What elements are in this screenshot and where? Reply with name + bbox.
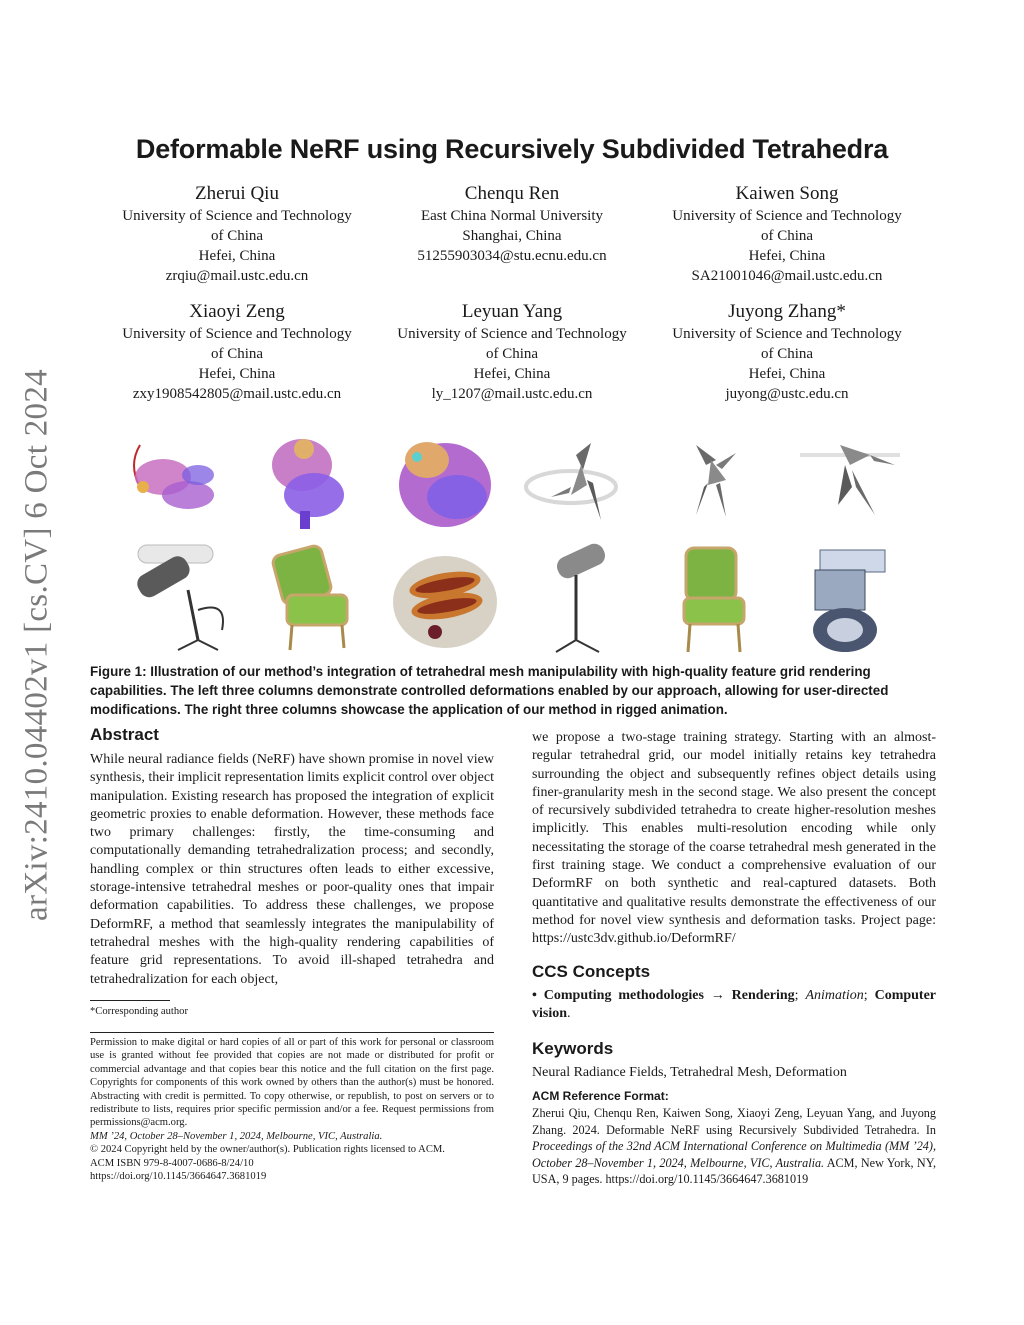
figure-caption: Figure 1: Illustration of our method’s integration of tetrahedral mesh manipulability with high-quality feature grid rendering capabilities. The left three columns demonstrate controlled deformations enabled by our approach, allowing for user-directed modifications. The right three columns showcase the application of our method in rigged animation.: [90, 664, 889, 717]
figure-hotdog-image: [387, 540, 505, 660]
author-affiliation: of China: [760, 346, 814, 362]
arxiv-sidebar-stamp: [14, 360, 60, 930]
author-block-1: [102, 182, 372, 286]
author-block-5: [377, 300, 647, 404]
figure-deformed-chair-image: [252, 425, 370, 545]
author-name: Juyong Zhang*: [728, 301, 846, 322]
permission-block: [90, 1036, 494, 1183]
figure-deformed-hotdog-image: [387, 425, 505, 545]
figure-row-deformation-bottom: [118, 540, 908, 660]
figure-row-deformation-top: [118, 425, 908, 545]
acm-reference-part1: Zherui Qiu, Chenqu Ren, Kaiwen Song, Xiaoyi Zeng, Leyuan Yang, and Juyong Zhang. 2024. Deformable NeRF using Recursively Subdivided Tetrahedra. In: [532, 1106, 936, 1137]
author-affiliation: University of Science and Technology: [122, 208, 352, 224]
footnote-rule: [90, 1000, 170, 1001]
abstract-text-col1: While neural radiance fields (NeRF) have shown promise in novel view synthesis, their implicit representation limits explicit control over object manipulation. Existing research has proposed the integration of explicit geometric proxies to enable deformation. However, these methods face two primary challenges: firstly, the time-consuming and computationally demanding tetrahedralization process; and secondly, handling complex or thin structures often leads to either excessive, storage-intensive tetrahedral meshes or poor-quality ones that impair deformation capabilities. To address these challenges, we propose DeformRF, a method that seamlessly integrates the manipulability of tetrahedral meshes with the high-quality rendering capabilities of feature grid representations. To avoid ill-shaped tetrahedra and tetrahedralization for each object,: [90, 752, 494, 987]
figure-microphone-image: [118, 540, 236, 660]
paper-title: Deformable NeRF using Recursively Subdivided Tetrahedra: [135, 134, 889, 164]
footnote: *Corresponding author: [90, 1006, 188, 1017]
ccs-concepts: [532, 987, 936, 1024]
author-email: juyong@ustc.edu.cn: [725, 386, 849, 402]
ccs-end: .: [567, 1006, 571, 1022]
acm-reference-proceedings: Proceedings of the 32nd ACM International Conference on Multimedia (MM ’24), October 28–November 1, 2024, Melbourne, VIC, Australia.: [532, 1139, 936, 1170]
author-affiliation: of China: [210, 346, 264, 362]
author-affiliation: of China: [760, 228, 814, 244]
ccs-item-rendering: • Computing methodologies → Rendering: [532, 988, 795, 1003]
author-name: Xiaoyi Zeng: [189, 301, 285, 322]
acm-reference-part2: ACM, New York, NY, USA, 9 pages. https://doi.org/10.1145/3664647.3681019: [532, 1155, 936, 1186]
author-affiliation: of China: [210, 228, 264, 244]
author-affiliation: University of Science and Technology: [122, 326, 352, 342]
figure-rigged-skeleton-image: [790, 425, 908, 545]
figure-chair-image: [252, 540, 370, 660]
ccs-heading: CCS Concepts: [532, 962, 651, 981]
figure-lego-image: [790, 540, 908, 660]
author-affiliation: of China: [485, 346, 539, 362]
author-email: ly_1207@mail.ustc.edu.cn: [431, 386, 593, 402]
author-name: Kaiwen Song: [735, 183, 839, 204]
abstract-heading: Abstract: [90, 725, 159, 744]
author-email: SA21001046@mail.ustc.edu.cn: [691, 268, 883, 284]
author-affiliation: University of Science and Technology: [672, 208, 902, 224]
arxiv-id: arXiv:2410.04402v1 [cs.CV] 6 Oct 2024: [18, 369, 55, 921]
author-block-3: [652, 182, 922, 286]
acm-reference-text: [532, 1105, 936, 1188]
author-block-2: [377, 182, 647, 266]
author-email: zrqiu@mail.ustc.edu.cn: [165, 268, 309, 284]
figure-rigged-skeleton-image: [521, 425, 639, 545]
author-email: 51255903034@stu.ecnu.edu.cn: [417, 248, 607, 264]
ccs-sep: ;: [794, 988, 806, 1003]
figure-deformed-pretzel-image: [118, 425, 236, 545]
copyright: © 2024 Copyright held by the owner/author(s). Publication rights licensed to ACM.: [90, 1144, 445, 1156]
author-location: Hefei, China: [748, 248, 826, 264]
author-affiliation: University of Science and Technology: [672, 326, 902, 342]
author-email: zxy1908542805@mail.ustc.edu.cn: [132, 386, 342, 402]
ccs-sep: ;: [863, 988, 875, 1003]
figure-chair-image: [656, 540, 774, 660]
author-block-4: [102, 300, 372, 404]
author-name: Chenqu Ren: [464, 183, 560, 204]
ccs-item-animation: Animation: [805, 988, 864, 1003]
permission-rule: [90, 1032, 494, 1033]
isbn: ACM ISBN 979-8-4007-0686-8/24/10: [90, 1157, 254, 1169]
author-name: Leyuan Yang: [461, 301, 563, 322]
keywords-heading: Keywords: [532, 1039, 614, 1058]
author-location: Hefei, China: [198, 366, 276, 382]
keywords-text: Neural Radiance Fields, Tetrahedral Mesh, Deformation: [532, 1065, 847, 1080]
author-affiliation: University of Science and Technology: [397, 326, 627, 342]
figure-rigged-skeleton-image: [656, 425, 774, 545]
author-location: Hefei, China: [473, 366, 551, 382]
doi-link[interactable]: https://doi.org/10.1145/3664647.3681019: [90, 1171, 267, 1183]
venue: MM ’24, October 28–November 1, 2024, Melbourne, VIC, Australia.: [90, 1130, 383, 1142]
abstract-text-col2: we propose a two-stage training strategy. Starting with an almost-regular tetrahedral grid, our model initially retains key tetrahedra surrounding the object and subsequently refines object details using finer-granularity mesh in the second stage. We also present the concept of recursively subdivided tetrahedra to create higher-resolution meshes implicitly. This enables multi-resolution encoding while only necessitating the storage of the coarse tetrahedral mesh generated in the first training stage. We conduct a comprehensive evaluation of our DeformRF on both synthetic and real-captured datasets. Both quantitative and qualitative results demonstrate the effectiveness of our method for novel view synthesis and deformation tasks. Project page: https://ustc3dv.github.io/DeformRF/: [532, 730, 936, 947]
author-affiliation: East China Normal University: [420, 208, 604, 224]
figure-microphone-image: [521, 540, 639, 660]
acm-reference-heading: ACM Reference Format:: [532, 1089, 669, 1103]
ccs-item-computer-vision: Computer vision: [532, 988, 937, 1022]
permission-text: Permission to make digital or hard copies of all or part of this work for personal or classroom use is granted without fee provided that copies are not made or distributed for profit or commercial advantage and that copies bear this notice and the full citation on the first page. Copyrights for components of this work owned by others than the author(s) must be honored. Abstracting with credit is permitted. To copy otherwise, or republish, to post on servers or to redistribute to lists, requires prior specific permission and/or a fee. Request permissions from permissions@acm.org.: [90, 1037, 494, 1129]
author-name: Zherui Qiu: [195, 183, 279, 204]
author-location: Hefei, China: [198, 248, 276, 264]
author-location: Shanghai, China: [462, 228, 562, 244]
author-location: Hefei, China: [748, 366, 826, 382]
author-block-6: [652, 300, 922, 404]
